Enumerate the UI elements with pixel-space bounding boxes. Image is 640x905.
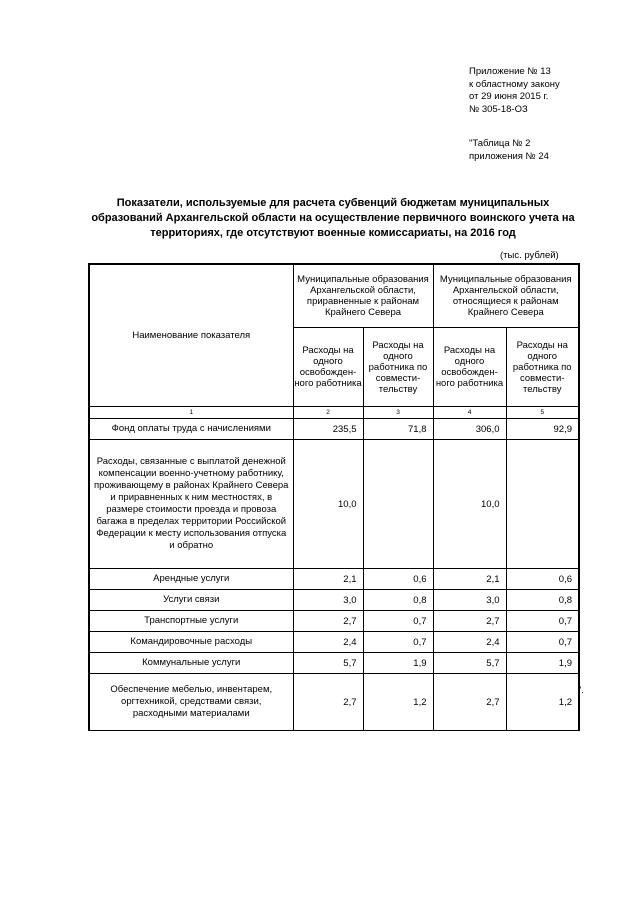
column-number: 5 bbox=[506, 407, 579, 419]
row-value: 2,7 bbox=[293, 674, 363, 731]
table-row bbox=[89, 653, 579, 674]
law-reference: к областному закону bbox=[469, 78, 560, 90]
row-value: 1,9 bbox=[363, 653, 433, 674]
column-number: 4 bbox=[433, 407, 506, 419]
row-value: 0,8 bbox=[506, 590, 579, 611]
row-value: 5,7 bbox=[293, 653, 363, 674]
table-row bbox=[89, 674, 579, 731]
row-value: 0,7 bbox=[363, 611, 433, 632]
table-row bbox=[89, 611, 579, 632]
appendix-reference: приложения № 24 bbox=[469, 150, 549, 162]
row-value: 0,7 bbox=[506, 632, 579, 653]
group-header-equated: Муниципальные образования Архангельской области, приравненные к районам Крайнего Севера bbox=[293, 264, 433, 328]
column-number: 2 bbox=[293, 407, 363, 419]
subsidy-table bbox=[88, 263, 580, 731]
row-value: 306,0 bbox=[433, 419, 506, 440]
row-value: 10,0 bbox=[293, 440, 363, 569]
law-date: от 29 июня 2015 г. bbox=[469, 91, 549, 102]
row-value bbox=[363, 440, 433, 569]
row-value bbox=[506, 440, 579, 569]
row-name: Арендные услуги bbox=[89, 569, 293, 590]
row-value: 10,0 bbox=[433, 440, 506, 569]
table-row bbox=[89, 569, 579, 590]
header-spacer bbox=[469, 116, 560, 138]
closing-quote: ". bbox=[578, 685, 584, 695]
row-value: 2,4 bbox=[293, 632, 363, 653]
table-row bbox=[89, 419, 579, 440]
table-reference: "Таблица № 2 bbox=[469, 138, 531, 149]
row-value: 0,6 bbox=[363, 569, 433, 590]
subheader-released-2: Расходы на одного освобожден-ного работника bbox=[433, 328, 506, 407]
appendix-number: Приложение № 13 bbox=[469, 66, 551, 77]
column-number: 3 bbox=[363, 407, 433, 419]
table-row bbox=[89, 632, 579, 653]
subheader-parttime-2: Расходы на одного работника по совмести-тельству bbox=[506, 328, 579, 407]
row-value: 1,2 bbox=[363, 674, 433, 731]
row-value: 1,2 bbox=[506, 674, 579, 731]
table-row bbox=[89, 590, 579, 611]
row-value: 1,9 bbox=[506, 653, 579, 674]
name-column-header: Наименование показателя bbox=[89, 264, 293, 407]
subheader-released-1: Расходы на одного освобожден-ного работника bbox=[293, 328, 363, 407]
row-value: 0,7 bbox=[506, 611, 579, 632]
row-value: 2,4 bbox=[433, 632, 506, 653]
row-name: Обеспечение мебелью, инвентарем, оргтехникой, средствами связи, расходными материалами bbox=[89, 674, 293, 731]
units-label: (тыс. рублей) bbox=[500, 250, 559, 261]
row-value: 0,6 bbox=[506, 569, 579, 590]
row-value: 2,1 bbox=[433, 569, 506, 590]
row-value: 5,7 bbox=[433, 653, 506, 674]
law-number: № 305-18-ОЗ bbox=[469, 103, 528, 115]
row-name: Транспортные услуги bbox=[89, 611, 293, 632]
row-value: 3,0 bbox=[293, 590, 363, 611]
row-value: 0,7 bbox=[363, 632, 433, 653]
row-value: 2,1 bbox=[293, 569, 363, 590]
row-value: 71,8 bbox=[363, 419, 433, 440]
appendix-header bbox=[469, 66, 560, 163]
row-value: 3,0 bbox=[433, 590, 506, 611]
document-title: Показатели, используемые для расчета субвенций бюджетам муниципальных образований Архангельской области на осуществление первичного воинского учета на территориях, где отсутствуют военные комиссариаты, на 2016 год bbox=[91, 197, 575, 239]
row-value: 2,7 bbox=[433, 674, 506, 731]
row-value: 235,5 bbox=[293, 419, 363, 440]
row-value: 92,9 bbox=[506, 419, 579, 440]
row-value: 0,8 bbox=[363, 590, 433, 611]
row-name: Услуги связи bbox=[89, 590, 293, 611]
group-header-far-north: Муниципальные образования Архангельской области, относящиеся к районам Крайнего Севера bbox=[433, 264, 579, 328]
subheader-parttime-1: Расходы на одного работника по совмести-тельству bbox=[363, 328, 433, 407]
row-value: 2,7 bbox=[293, 611, 363, 632]
row-name: Фонд оплаты труда с начислениями bbox=[89, 419, 293, 440]
row-name: Коммунальные услуги bbox=[89, 653, 293, 674]
row-name: Расходы, связанные с выплатой денежной компенсации военно-учетному работнику, проживающему в районах Крайнего Севера и приравненных к ним местностях, в размере стоимости проезда и провоза багажа в пределах территории Российской Федерации к месту использования отпуска и обратно bbox=[89, 440, 293, 569]
table-row bbox=[89, 440, 579, 569]
column-number: 1 bbox=[89, 407, 293, 419]
row-name: Командировочные расходы bbox=[89, 632, 293, 653]
row-value: 2,7 bbox=[433, 611, 506, 632]
